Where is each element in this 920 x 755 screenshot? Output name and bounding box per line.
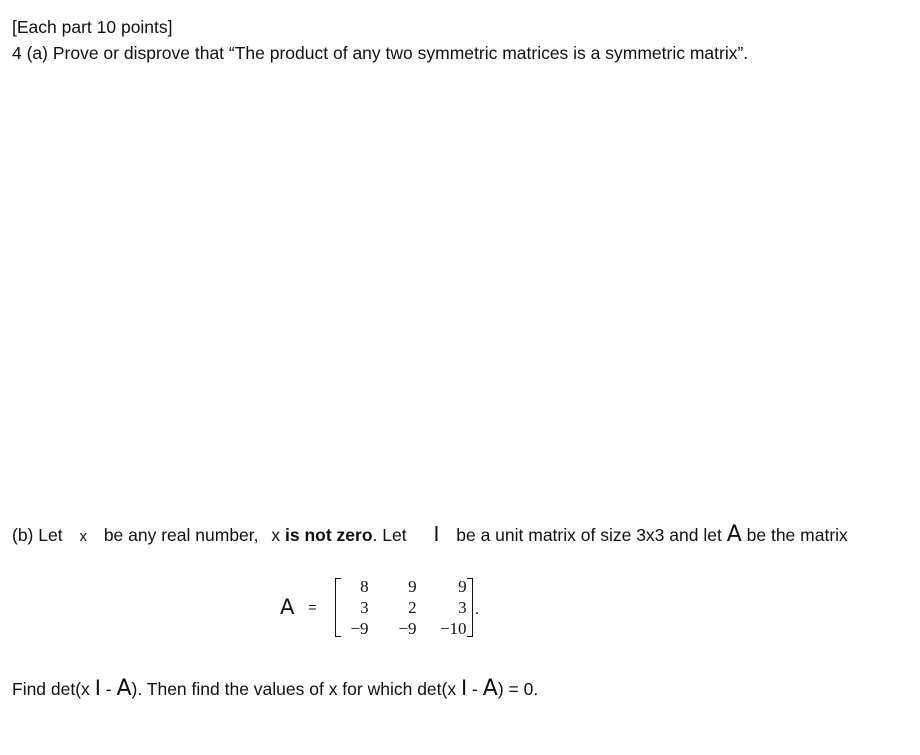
matrix-cell: −9 — [398, 618, 417, 638]
matrix-cell: 2 — [408, 597, 417, 617]
matrix-a — [335, 576, 473, 639]
matrix-definition — [280, 572, 479, 642]
variable-x: x — [79, 528, 87, 545]
matrix-cell: 9 — [408, 576, 417, 596]
part-b-text1: be any real number, — [103, 525, 259, 545]
matrix-cell: −10 — [439, 618, 467, 638]
equals-sign: = — [308, 599, 317, 615]
part-b-text4: be the matrix — [746, 525, 848, 545]
question-part-a: 4 (a) Prove or disprove that “The product of any two symmetric matrices is a symmetric matrix”. — [12, 43, 749, 63]
minus-sign: - — [472, 679, 478, 699]
matrix-symbol: A — [116, 676, 132, 701]
matrix-symbol: A — [726, 522, 742, 547]
find-text-5: ) = 0. — [497, 679, 539, 699]
matrix-period: . — [474, 599, 480, 618]
identity-symbol: I — [460, 676, 468, 700]
matrix-cell: 8 — [360, 576, 369, 596]
matrix-cell: 3 — [360, 597, 369, 617]
question-part-b — [12, 523, 848, 548]
matrix-cell: −9 — [350, 618, 369, 638]
matrix-symbol: A — [482, 676, 498, 701]
points-note: [Each part 10 points] — [12, 17, 173, 37]
find-text-1: Find det(x — [12, 679, 90, 699]
part-b-text2: . Let — [372, 525, 407, 545]
matrix-label: A — [280, 595, 295, 619]
variable-x-2: x — [271, 525, 281, 545]
find-determinant-instruction — [12, 677, 538, 700]
left-bracket — [335, 578, 341, 637]
part-b-text3: be a unit matrix of size 3x3 and let — [456, 525, 722, 545]
identity-symbol: I — [94, 676, 101, 700]
matrix-row — [341, 576, 467, 597]
matrix-row — [341, 597, 467, 618]
minus-sign: - — [105, 679, 112, 699]
matrix-row — [341, 618, 467, 639]
nonzero-condition: is not zero — [285, 525, 373, 545]
matrix-cell: 9 — [458, 576, 467, 596]
identity-symbol: I — [433, 522, 440, 546]
matrix-cell: 3 — [458, 597, 467, 617]
find-text-3: ). Then find the values of x for which det(x — [131, 679, 457, 699]
matrix-entries — [341, 576, 467, 639]
right-bracket — [467, 578, 473, 637]
part-b-prefix: (b) Let — [12, 525, 63, 545]
